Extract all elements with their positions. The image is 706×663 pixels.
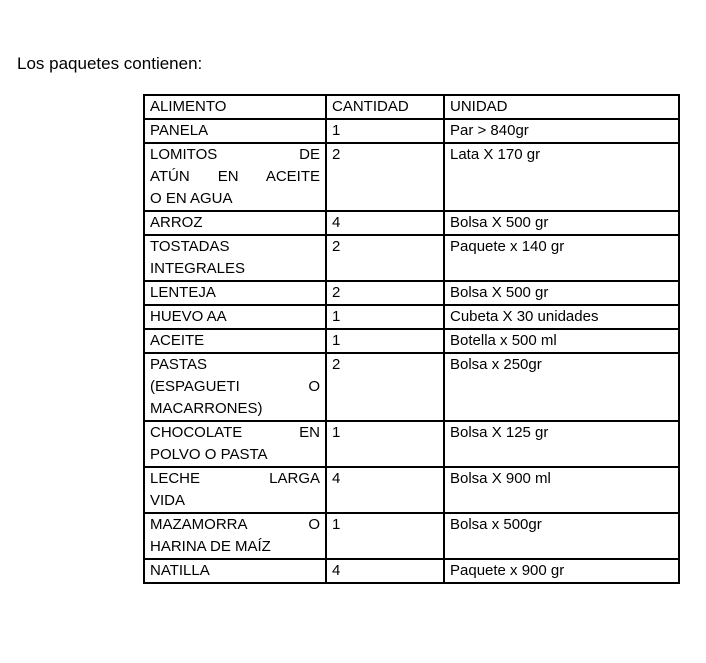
cantidad-cell: 2 [326,235,444,281]
alimento-line: ATÚN EN ACEITE [150,168,320,185]
table-row [144,329,679,353]
alimento-line: HARINA DE MAÍZ [150,538,271,555]
alimento-line: POLVO O PASTA [150,446,268,463]
alimento-line: MACARRONES) [150,400,263,417]
alimento-cell [144,119,326,143]
alimento-line: VIDA [150,492,186,509]
table-row [144,559,679,583]
alimento-cell [144,421,326,467]
table-row [144,119,679,143]
unidad-cell: Bolsa X 125 gr [444,421,679,467]
table-row [144,211,679,235]
alimento-line: O EN AGUA [150,190,233,207]
table-row [144,467,679,513]
alimento-line: MAZAMORRA O [150,516,320,533]
unidad-cell: Bolsa X 500 gr [444,211,679,235]
alimento-cell [144,211,326,235]
alimento-line: NATILLA [150,562,210,579]
header-row [144,95,679,119]
unidad-cell: Par > 840gr [444,119,679,143]
cantidad-cell: 2 [326,281,444,305]
alimento-line: HUEVO AA [150,308,227,325]
cantidad-cell: 1 [326,329,444,353]
table-row [144,305,679,329]
alimento-line: PANELA [150,122,209,139]
alimento-cell [144,143,326,211]
table-row [144,281,679,305]
unidad-cell: Bolsa x 250gr [444,353,679,421]
alimento-cell [144,305,326,329]
table-row [144,353,679,421]
alimento-cell [144,329,326,353]
cantidad-cell: 4 [326,467,444,513]
alimento-line: (ESPAGUETI O [150,378,320,395]
unidad-cell: Bolsa x 500gr [444,513,679,559]
unidad-cell: Paquete x 140 gr [444,235,679,281]
cantidad-cell: 1 [326,421,444,467]
alimento-line: LENTEJA [150,284,216,301]
alimento-cell [144,559,326,583]
alimento-line: LOMITOS DE [150,146,320,163]
unidad-cell: Paquete x 900 gr [444,559,679,583]
table-row [144,235,679,281]
alimento-cell [144,281,326,305]
table-body [144,119,679,583]
table-row [144,143,679,211]
unidad-cell: Cubeta X 30 unidades [444,305,679,329]
cantidad-cell: 1 [326,513,444,559]
alimento-cell [144,513,326,559]
alimento-line: PASTAS [150,356,207,373]
alimento-line: LECHE LARGA [150,470,320,487]
cantidad-cell: 2 [326,143,444,211]
alimento-line: ACEITE [150,332,205,349]
unidad-cell: Bolsa X 900 ml [444,467,679,513]
alimento-cell [144,235,326,281]
table-row [144,513,679,559]
cantidad-cell: 2 [326,353,444,421]
alimento-line: TOSTADAS [150,238,230,255]
alimento-line: CHOCOLATE EN [150,424,320,441]
cantidad-cell: 4 [326,559,444,583]
table-row [144,421,679,467]
unidad-cell: Lata X 170 gr [444,143,679,211]
intro-text: Los paquetes contienen: [17,54,203,73]
cantidad-cell: 4 [326,211,444,235]
alimento-line: ARROZ [150,214,203,231]
col-header-alimento: ALIMENTO [144,95,326,119]
unidad-cell: Bolsa X 500 gr [444,281,679,305]
cantidad-cell: 1 [326,305,444,329]
col-header-cantidad: CANTIDAD [326,95,444,119]
alimento-cell [144,467,326,513]
alimento-line: INTEGRALES [150,260,246,277]
contents-table [143,94,680,584]
cantidad-cell: 1 [326,119,444,143]
unidad-cell: Botella x 500 ml [444,329,679,353]
alimento-cell [144,353,326,421]
col-header-unidad: UNIDAD [444,95,679,119]
